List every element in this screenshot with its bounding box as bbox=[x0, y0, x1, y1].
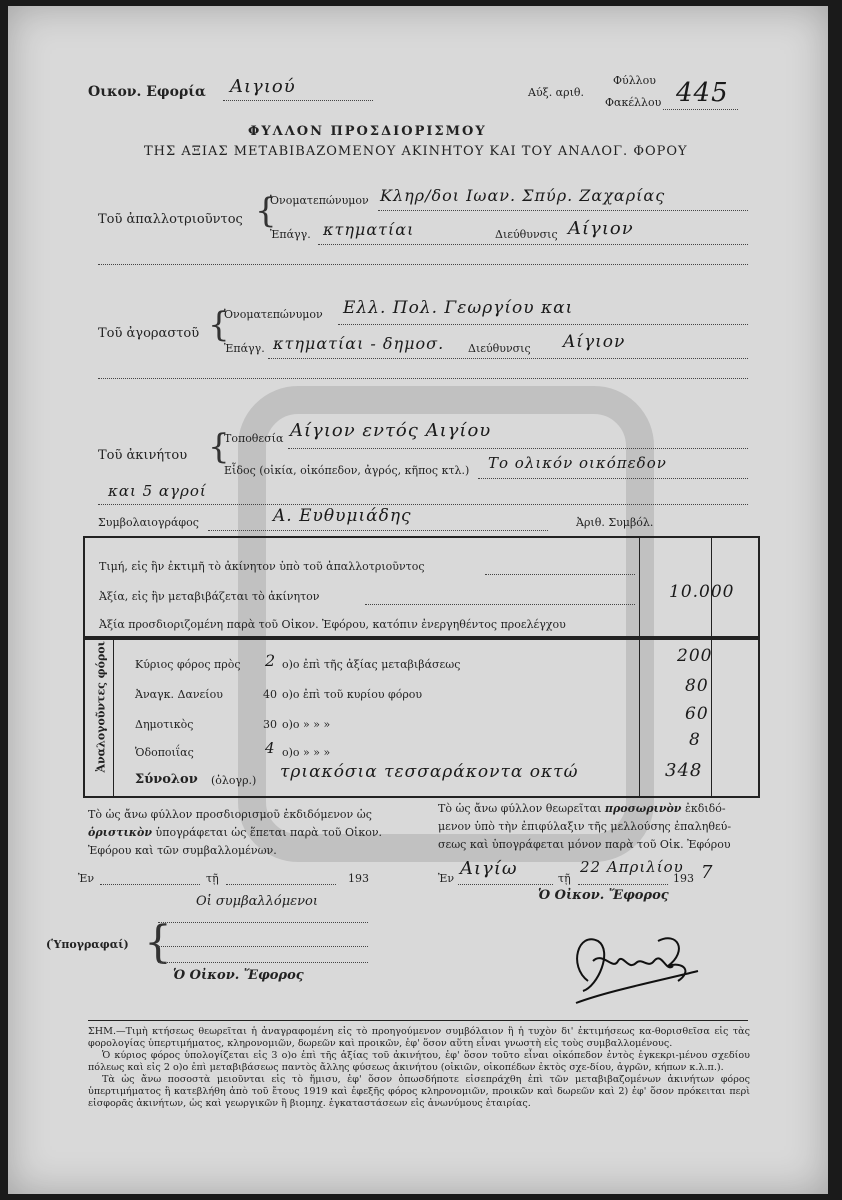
document-sheet: Οικον. Εφορία Αιγιού Αύξ. αριθ. Φύλλου Φακέλλου 445 ΦΥΛΛΟΝ ΠΡΟΣΔΙΟΡΙΣΜΟΥ ΤΗΣ ΑΞΙΑΣ ΜΕΤΑΒΙΒΑΖΟΜΕΝΟΥ ΑΚΙΝΗΤΟΥ ΚΑΙ ΤΟΥ ΑΝΑΛΟΓ. ΦΟΡΟΥ Τοῦ ἀπαλλοτριοῦντος { Ὀνοματεπώνυμον Κληρ/δοι Ιωαν. Σπύρ. Ζαχαρίας Ἐπάγγ. κτηματίαι Διεύθυνσις Αίγιον Τοῦ ἀγοραστοῦ { Ὀνοματεπώνυμον Ελλ. Πολ. Γεωργίου και Ἐπάγγ. κτηματίαι - δημοσ. Διεύθυνσις Αίγιον Τοῦ ἀκινήτου { Τοποθεσία Αίγιον εντός Αιγίου Εἶδος (οἰκία, οἰκόπεδον, ἀγρός, κῆπος κτλ.) Το ολικόν οικόπεδον και 5 αγροί Συμβολαιογράφος Α. Ευθυμιάδης Ἀριθ. Συμβόλ. Τιμή, εἰς ἣν ἐκτιμῆ τὸ ἀκίνητον ὑπὸ τοῦ ἀπαλλοτριοῦντος Ἀξία, εἰς ἣν μεταβιβάζεται τὸ ἀκίνητον 10.000 Ἀξία προσδιοριζομένη παρὰ τοῦ Οἰκον. Ἐφόρου, κατόπιν ἐνεργηθέντος προελέγχου Ἀναλογοῦντες φόροι Κύριος φόρος πρὸς 2 ο)ο ἐπὶ τῆς ἀξίας μεταβιβάσεως 200 Ἀναγκ. Δανείου 40 ο)ο ἐπὶ τοῦ κυρίου φόρου 80 Δημοτικὸς 30 ο)ο » » » 60 Ὁδοποιΐας 4 ο)ο » » » 8 Σύνολον (ὀλογρ.) τριακόσια τεσσαράκοντα οκτώ 348 Τὸ ὡς ἄνω φύλλον προσδιορισμοῦ ἐκδιδόμενον ὡς ὁριστικὸν ὑπογράφεται ὡς ἕπεται παρὰ τοῦ Οἰκον. Ἐφόρου καὶ τῶν συμβαλλομένων. Ἐν τῇ 193 Οἱ συμβαλλόμενοι (Ὑπογραφαί) { Ὁ Οἰκον. Ἔφορος Τὸ ὡς ἄνω φύλλον θεωρεῖται προσωρινὸν ἐκδιδό- μενον ὑπὸ τὴν ἐπιφύλαξιν τῆς μελλούσης ἐπαληθεύ- σεως καὶ ὑπογράφεται μόνον παρὰ τοῦ Οἰκ. Ἐφόρου Ἐν Αιγίω τῇ 22 Απριλίου 193 7 Ὁ Οἰκον. Ἔφορος ΣΗΜ.—Τιμὴ κτήσεως θεωρεῖται ἡ ἀναγραφομένη εἰς τὸ προηγούμενον συμβόλαιον ἢ ἡ τυχὸν δι' ἐκτιμήσεως κα-θορισθεῖσα εἰς τὰς φορολογίας ὑπερτιμήματος, κληρονομιῶν, δωρεῶν καὶ προικῶν, ἐφ' ὅσον αὕτη εἶναι γνωστὴ εἰς τοὺς συμβαλλομένους. Ὁ κύριος φόρος ὑπολογίζεται εἰς 3 ο)ο ἐπὶ τῆς ἀξίας τοῦ ἀκινήτου, ἐφ' ὅσον τοῦτο εἶναι οἰκόπεδον ἐντὸς ἐγκεκρι-μένου σχεδίου πόλεως καὶ εἰς 2 ο)ο ἐπὶ μεταβιβάσεως παντὸς ἄλλης φύσεως ἀκινήτου (οἰκιῶν, οἰκοπέδων ἐκτὸς σχε-δίου, ἀγρῶν, κήπων κ.λ.π.). Τὰ ὡς ἄνω ποσοστὰ μειοῦνται εἰς τὸ ἥμισυ, ἐφ' ὅσον ὁπωσδήποτε εἰσεπράχθη ἐπὶ τῶν μεταβιβαζομένων ἀκινήτων φόρος ὑπερτιμήματος ἢ κατεβλήθη ἀπὸ τοῦ ἔτους 1919 καὶ ἐφεξῆς φόρος κληρονομιῶν, προικῶν καὶ δωρεῶν καὶ 2) ἐφ' ὅσον πρόκειται περὶ εἰσφορᾶς ἀκινήτων, ὡς καὶ γεωργικῶν ἢ βιομηχ. ἐγκαταστάσεων εἰς ἀνωνύμους ἑταιρίας. bbox=[8, 6, 828, 1194]
left-place-label: Ἐν bbox=[78, 872, 95, 885]
tax-loan-rate: 40 bbox=[263, 688, 277, 701]
footnote bbox=[88, 1026, 750, 1110]
location-label: Τοποθεσία bbox=[224, 432, 284, 445]
right-place-value: Αιγίω bbox=[460, 858, 518, 879]
tax-municipal-rate: 30 bbox=[263, 718, 277, 731]
provisional-text-line1-start: Τὸ ὡς ἄνω φύλλον θεωρεῖται bbox=[438, 802, 602, 815]
office-label: Οικον. Εφορία bbox=[88, 84, 206, 100]
tax-main-rate: 2 bbox=[265, 651, 277, 670]
seller-profession-label: Ἐπάγγ. bbox=[270, 228, 311, 241]
taxes-table bbox=[83, 636, 760, 798]
signatures-label: (Ὑπογραφαί) bbox=[46, 938, 129, 951]
provisional-text-line3: σεως καὶ ὑπογράφεται μόνον παρὰ τοῦ Οἰκ. Ἐφόρου bbox=[438, 838, 731, 851]
total-value: 348 bbox=[665, 760, 703, 781]
office-value: Αιγιού bbox=[230, 76, 296, 97]
footnote-paragraph-1: ΣΗΜ.—Τιμὴ κτήσεως θεωρεῖται ἡ ἀναγραφομένη εἰς τὸ προηγούμενον συμβόλαιον ἢ ἡ τυχὸν δι' ἐκτιμήσεως κα-θορισθεῖσα εἰς τὰς φορολογίας ὑπερτιμήματος, κληρονομιῶν, δωρεῶν καὶ προικῶν, ἐφ' ὅσον αὕτη εἶναι γνωστὴ εἰς τοὺς συμβαλλομένους. bbox=[88, 1026, 750, 1049]
tax-loan-suffix: ο)ο ἐπὶ τοῦ κυρίου φόρου bbox=[282, 688, 423, 701]
total-words-label: (ὀλογρ.) bbox=[211, 774, 257, 787]
definitive-text-line3: Ἐφόρου καὶ τῶν συμβαλλομένων. bbox=[88, 844, 277, 857]
type-value: Το ολικόν οικόπεδον bbox=[488, 454, 667, 472]
total-label: Σύνολον bbox=[135, 772, 198, 787]
taxes-side-label: Ἀναλογοῦντες φόροι bbox=[94, 641, 108, 773]
right-day-label: τῇ bbox=[558, 872, 571, 885]
buyer-name-label: Ὀνοματεπώνυμον bbox=[224, 308, 323, 321]
form-title: ΦΥΛΛΟΝ ΠΡΟΣΔΙΟΡΙΣΜΟΥ bbox=[248, 124, 487, 139]
definitive-text-line1: Τὸ ὡς ἄνω φύλλον προσδιορισμοῦ ἐκδιδόμενον ὡς bbox=[88, 808, 372, 821]
seller-address-label: Διεύθυνσις bbox=[495, 228, 558, 241]
aux-number-label: Αύξ. αριθ. bbox=[528, 86, 585, 99]
left-year-label: 193 bbox=[348, 872, 369, 885]
tax-municipal-label: Δημοτικὸς bbox=[135, 718, 194, 731]
buyer-address-value: Αίγιον bbox=[563, 332, 626, 352]
notary-label: Συμβολαιογράφος bbox=[98, 516, 199, 529]
parties-label: Οἱ συμβαλλόμενοι bbox=[196, 894, 318, 909]
buyer-profession-label: Ἐπάγγ. bbox=[224, 342, 265, 355]
tax-main-value: 200 bbox=[677, 646, 713, 666]
definitive-bold-word: ὁριστικὸν bbox=[88, 826, 153, 839]
property-section-label: Τοῦ ἀκινήτου bbox=[98, 448, 188, 463]
provisional-text-line2: μενον ὑπὸ τὴν ἐπιφύλαξιν τῆς μελλούσης ἐπαληθεύ- bbox=[438, 820, 732, 833]
seller-name-value: Κληρ/δοι Ιωαν. Σπύρ. Ζαχαρίας bbox=[380, 186, 666, 205]
values-row-estimate-label: Τιμή, εἰς ἣν ἐκτιμῆ τὸ ἀκίνητον ὑπὸ τοῦ ἀπαλλοτριοῦντος bbox=[99, 560, 425, 573]
seller-address-value: Αίγιον bbox=[568, 218, 634, 239]
values-row-assessed-label: Ἀξία προσδιοριζομένη παρὰ τοῦ Οἰκον. Ἐφόρου, κατόπιν ἐνεργηθέντος προελέγχου bbox=[99, 618, 566, 631]
tax-road-rate: 4 bbox=[265, 739, 276, 757]
folder-value: 445 bbox=[676, 78, 729, 108]
right-date-value: 22 Απριλίου bbox=[580, 858, 684, 876]
values-row-transfer-label: Ἀξία, εἰς ἣν μεταβιβάζεται τὸ ἀκίνητον bbox=[99, 590, 320, 603]
type-value-continued: και 5 αγροί bbox=[108, 482, 207, 500]
footnote-paragraph-2: Ὁ κύριος φόρος ὑπολογίζεται εἰς 3 ο)ο ἐπὶ τῆς ἀξίας τοῦ ἀκινήτου, ἐφ' ὅσον τοῦτο εἶναι οἰκόπεδον ἐντὸς ἐγκεκρι-μένου σχεδίου πόλεως καὶ εἰς 2 ο)ο ἐπὶ μεταβιβάσεως παντὸς ἄλλης φύσεως ἀκινήτου (οἰκιῶν, οἰκοπέδων ἐκτὸς σχε-δίου, ἀγρῶν, κήπων κ.λ.π.). bbox=[88, 1050, 750, 1073]
tax-loan-label: Ἀναγκ. Δανείου bbox=[135, 688, 223, 701]
buyer-name-value: Ελλ. Πολ. Γεωργίου και bbox=[343, 298, 574, 318]
tax-road-value: 8 bbox=[689, 730, 701, 750]
definitive-text-line2 bbox=[88, 826, 382, 839]
buyer-section-label: Τοῦ ἀγοραστοῦ bbox=[98, 326, 200, 341]
sheet-label: Φύλλου bbox=[613, 74, 656, 87]
right-place-label: Ἐν bbox=[438, 872, 455, 885]
buyer-address-label: Διεύθυνσις bbox=[468, 342, 531, 355]
provisional-text-line1 bbox=[438, 802, 726, 815]
tax-main-suffix: ο)ο ἐπὶ τῆς ἀξίας μεταβιβάσεως bbox=[282, 658, 461, 671]
left-day-label: τῇ bbox=[206, 872, 219, 885]
values-table bbox=[83, 536, 760, 640]
tax-loan-value: 80 bbox=[685, 676, 709, 696]
tax-municipal-suffix: ο)ο » » » bbox=[282, 718, 331, 731]
location-value: Αίγιον εντός Αιγίου bbox=[290, 420, 492, 441]
provisional-text-line1-end: ἐκδιδό- bbox=[684, 802, 726, 815]
type-label: Εἶδος (οἰκία, οἰκόπεδον, ἀγρός, κῆπος κτλ.) bbox=[224, 464, 470, 477]
tax-road-suffix: ο)ο » » » bbox=[282, 746, 331, 759]
folder-label: Φακέλλου bbox=[605, 96, 662, 109]
values-row-transfer-value: 10.000 bbox=[669, 582, 735, 602]
form-subtitle: ΤΗΣ ΑΞΙΑΣ ΜΕΤΑΒΙΒΑΖΟΜΕΝΟΥ ΑΚΙΝΗΤΟΥ ΚΑΙ ΤΟΥ ΑΝΑΛΟΓ. ΦΟΡΟΥ bbox=[144, 144, 688, 159]
definitive-text-line2-rest: ὑπογράφεται ὡς ἕπεται παρὰ τοῦ Οἰκον. bbox=[155, 826, 382, 839]
contract-number-label: Ἀριθ. Συμβόλ. bbox=[576, 516, 654, 529]
right-officer-label: Ὁ Οἰκον. Ἔφορος bbox=[538, 888, 669, 903]
tax-road-label: Ὁδοποιΐας bbox=[135, 746, 194, 759]
provisional-bold-word: προσωρινὸν bbox=[604, 802, 682, 815]
total-words-value: τριακόσια τεσσαράκοντα οκτώ bbox=[280, 762, 579, 782]
right-year-digit: 7 bbox=[701, 862, 714, 883]
buyer-profession-value: κτηματίαι - δημοσ. bbox=[273, 334, 445, 353]
seller-name-label: Ὀνοματεπώνυμον bbox=[270, 194, 369, 207]
seller-profession-value: κτηματίαι bbox=[323, 220, 415, 239]
right-year-label: 193 bbox=[673, 872, 694, 885]
footnote-paragraph-3: Τὰ ὡς ἄνω ποσοστὰ μειοῦνται εἰς τὸ ἥμισυ, ἐφ' ὅσον ὁπωσδήποτε εἰσεπράχθη ἐπὶ τῶν μεταβιβαζομένων ἀκινήτων φόρος ὑπερτιμήματος ἢ κατεβλήθη ἀπὸ τοῦ ἔτους 1919 καὶ ἐφεξῆς φόρος κληρονομιῶν, προικῶν καὶ δωρεῶν καὶ 2) ἐφ' ὅσον πρόκειται περὶ εἰσφορᾶς ἀκινήτων, ὡς καὶ γεωργικῶν ἢ βιομηχ. ἐγκαταστάσεων εἰς ἀνωνύμους ἑταιρίας. bbox=[88, 1074, 750, 1109]
seller-section-label: Τοῦ ἀπαλλοτριοῦντος bbox=[98, 212, 243, 227]
tax-municipal-value: 60 bbox=[685, 704, 709, 724]
notary-value: Α. Ευθυμιάδης bbox=[273, 506, 412, 526]
tax-main-label: Κύριος φόρος πρὸς bbox=[135, 658, 241, 671]
left-officer-label: Ὁ Οἰκον. Ἔφορος bbox=[173, 968, 304, 983]
officer-signature bbox=[558, 911, 708, 1006]
